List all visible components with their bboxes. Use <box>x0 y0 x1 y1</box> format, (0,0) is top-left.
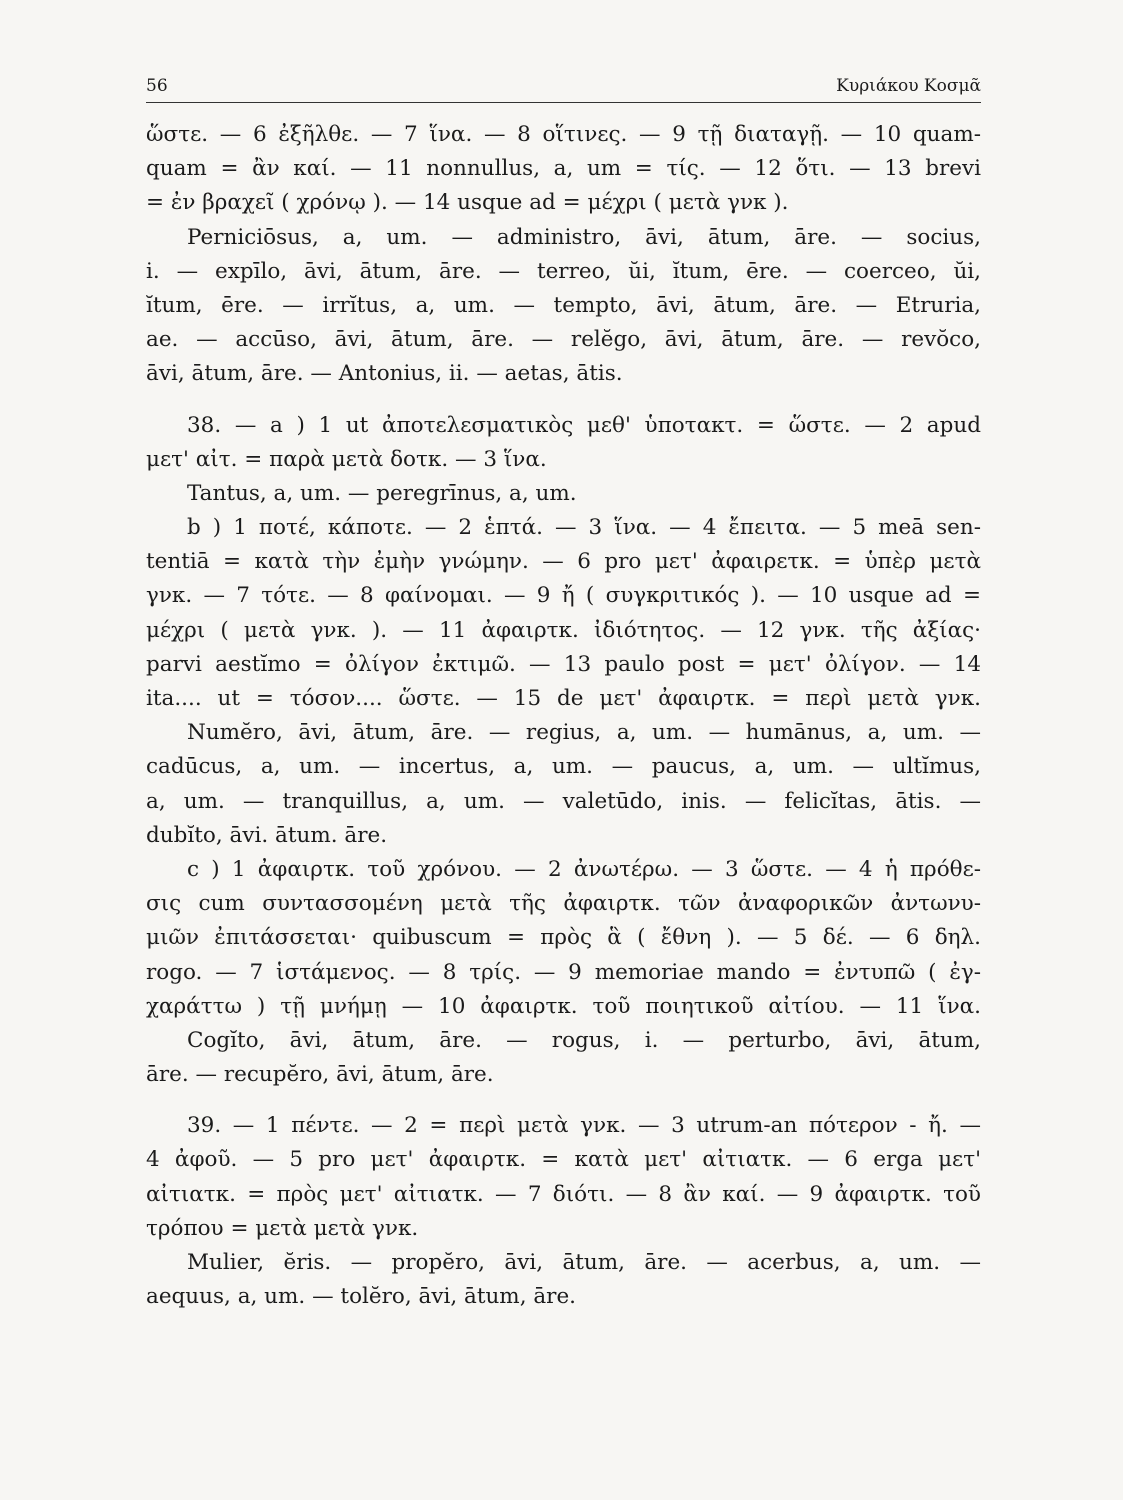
text-line: 39. — 1 πέντε. — 2 = περὶ μετὰ γνκ. — 3 utrum-an πότερον - ἤ. — <box>187 1113 981 1139</box>
running-title: Κυριάκου Κοσμᾶ <box>836 76 981 96</box>
text-line: 38. — a ) 1 ut ἀποτελεσματικὸς μεθ' ὑποτακτ. = ὥστε. — 2 apud <box>187 412 981 438</box>
text-line: Cogĭto, āvi, ātum, āre. — rogus, i. — perturbo, āvi, ātum, <box>187 1027 981 1053</box>
text-line: γνκ. — 7 τότε. — 8 φαίνομαι. — 9 ἤ ( συγκριτικός ). — 10 usque ad = <box>146 583 981 609</box>
text-line: μέχρι ( μετὰ γνκ. ). — 11 ἀφαιρτκ. ἰδιότητος. — 12 γνκ. τῆς ἀξίας· <box>146 617 981 643</box>
text-line: ὥστε. — 6 ἐξῆλθε. — 7 ἵνα. — 8 οἵτινες. — 9 τῇ διαταγῇ. — 10 quam- <box>146 122 981 147</box>
text-line: σις cum συντασσομένη μετὰ τῆς ἀφαιρτκ. τῶν ἀναφορικῶν ἀντωνυ- <box>146 891 981 917</box>
text-line: Mulier, ĕris. — propĕro, āvi, ātum, āre. — acerbus, a, um. — <box>187 1250 981 1275</box>
text-line: Perniciōsus, a, um. — administro, āvi, ātum, āre. — socius, <box>187 224 981 250</box>
text-line: = ἐν βραχεῖ ( χρόνῳ ). — 14 usque ad = μέχρι ( μετὰ γνκ ). <box>146 190 789 216</box>
text-line: cadūcus, a, um. — incertus, a, um. — paucus, a, um. — ultĭmus, <box>146 754 981 780</box>
text-line: parvi aestĭmo = ὀλίγον ἐκτιμῶ. — 13 paulo post = μετ' ὀλίγον. — 14 <box>146 651 981 677</box>
text-line: μετ' αἰτ. = παρὰ μετὰ δοτκ. — 3 ἵνα. <box>146 446 547 472</box>
text-line: Tantus, a, um. — peregrīnus, a, um. <box>187 480 577 506</box>
text-line: tentiā = κατὰ τὴν ἐμὴν γνώμην. — 6 pro μετ' ἀφαιρετκ. = ὑπὲρ μετὰ <box>146 549 981 575</box>
text-line: τρόπου = μετὰ μετὰ γνκ. <box>146 1215 419 1241</box>
text-line: ae. — accūso, āvi, ātum, āre. — relĕgo, āvi, ātum, āre. — revŏco, <box>146 327 981 353</box>
text-line: Numĕro, āvi, ātum, āre. — regius, a, um. — humānus, a, um. — <box>187 720 981 746</box>
text-line: quam = ἂν καί. — 11 nonnullus, a, um = τίς. — 12 ὅτι. — 13 brevi <box>146 156 981 182</box>
text-line: 4 ἀφοῦ. — 5 pro μετ' ἀφαιρτκ. = κατὰ μετ' αἰτιατκ. — 6 erga μετ' <box>146 1147 981 1173</box>
text-line: rogo. — 7 ἱστάμενος. — 8 τρίς. — 9 memoriae mando = ἐντυπῶ ( ἐγ- <box>146 959 981 985</box>
text-line: āvi, ātum, āre. — Antonius, ii. — aetas, ātis. <box>146 361 623 387</box>
text-line: χαράττω ) τῇ μνήμῃ — 10 ἀφαιρτκ. τοῦ ποιητικοῦ αἰτίου. — 11 ἵνα. <box>146 993 981 1019</box>
text-line: c ) 1 ἀφαιρτκ. τοῦ χρόνου. — 2 ἀνωτέρω. — 3 ὥστε. — 4 ἡ πρόθε- <box>187 856 981 882</box>
text-line: a, um. — tranquillus, a, um. — valetūdo, inis. — felicĭtas, ātis. — <box>146 788 981 814</box>
text-line: i. — expīlo, āvi, ātum, āre. — terreo, ŭi, ĭtum, ēre. — coerceo, ŭi, <box>146 258 981 284</box>
text-line: āre. — recupĕro, āvi, ātum, āre. <box>146 1062 494 1088</box>
text-line: dubĭto, āvi. ātum. āre. <box>146 822 388 848</box>
text-line: ĭtum, ēre. — irrĭtus, a, um. — tempto, āvi, ātum, āre. — Etruria, <box>146 292 981 318</box>
body-text <box>146 118 981 1314</box>
text-line: ita.... ut = τόσον.... ὥστε. — 15 de μετ' ἀφαιρτκ. = περὶ μετὰ γνκ. <box>146 686 981 711</box>
page-number: 56 <box>146 76 168 96</box>
text-line: b ) 1 ποτέ, κάποτε. — 2 ἑπτά. — 3 ἵνα. — 4 ἔπειτα. — 5 meā sen- <box>187 515 981 541</box>
text-line: aequus, a, um. — tolĕro, āvi, ātum, āre. <box>146 1284 577 1310</box>
text-line: αἰτιατκ. = πρὸς μετ' αἰτιατκ. — 7 διότι. — 8 ἂν καί. — 9 ἀφαιρτκ. τοῦ <box>146 1181 981 1207</box>
text-line: μιῶν ἐπιτάσσεται· quibuscum = πρὸς ἃ ( ἔθνη ). — 5 δέ. — 6 δηλ. <box>146 925 981 951</box>
page-header <box>146 76 981 103</box>
